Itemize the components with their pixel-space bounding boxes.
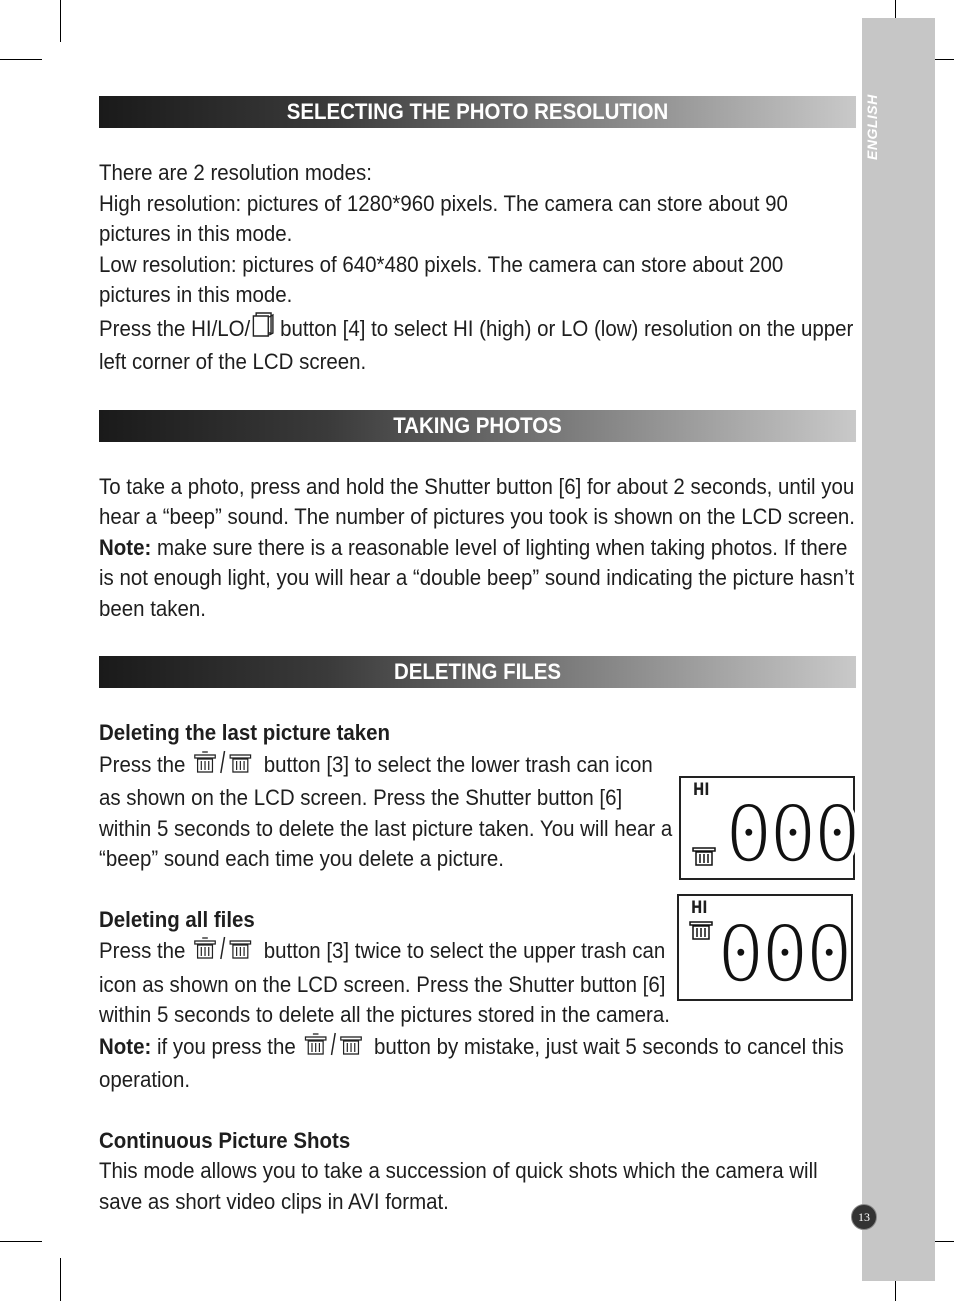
crop-mark: [60, 0, 61, 42]
delete-note-start: if you press the: [151, 1033, 302, 1059]
page-content: [99, 96, 856, 1217]
delete-last-end: button [3] to select the lower trash can icon as shown on the LCD screen. Press the Shutter button [6] within 5 seconds to delete the last picture taken. You will hear a “beep” sound each time you delete a picture.: [99, 751, 673, 871]
trash-toggle-icon: [191, 749, 258, 784]
delete-all-start: Press the: [99, 938, 192, 963]
page-number: 13: [851, 1204, 877, 1230]
note-label: Note:: [99, 1033, 152, 1059]
lcd-counter-value: 000: [716, 908, 850, 1001]
taking-note-text: make sure there is a reasonable level of lighting when taking photos. If there is not enough light, you will hear a “double beep” sound indicating the picture hasn’t been taken.: [99, 534, 855, 621]
trash-toggle-icon: [301, 1031, 368, 1066]
section-heading-resolution: SELECTING THE PHOTO RESOLUTION: [99, 96, 856, 128]
continuous-text: This mode allows you to take a succession of quick shots which the camera will save as short video clips in AVI format.: [99, 1158, 818, 1214]
lcd-counter-value: 000: [724, 788, 858, 881]
resolution-low: Low resolution: pictures of 640*480 pixels. The camera can store about 200 pictures in this mode.: [99, 251, 784, 307]
crop-mark: [60, 1258, 61, 1301]
resolution-instruction: [99, 311, 856, 378]
crop-mark: [0, 59, 42, 60]
subheading-delete-last: Deleting the last picture taken: [99, 720, 391, 745]
section-heading-taking: TAKING PHOTOS: [99, 410, 856, 442]
lcd-mode-label: HI: [693, 780, 710, 800]
language-tab: ENGLISH: [864, 94, 880, 160]
delete-last-start: Press the: [99, 751, 192, 777]
taking-instruction: To take a photo, press and hold the Shutter button [6] for about 2 seconds, until you hear a “beep” sound. The number of pictures you took is shown on the LCD screen.: [99, 473, 855, 529]
side-band: [862, 18, 935, 1281]
lcd-screen-delete-all: [677, 894, 853, 1001]
lcd-counter: [716, 908, 850, 1001]
trash-icon: [690, 844, 718, 868]
resolution-intro: There are 2 resolution modes:: [99, 160, 372, 185]
subheading-continuous: Continuous Picture Shots: [99, 1127, 351, 1153]
trash-icon: [687, 918, 715, 942]
delete-all-end: button [3] twice to select the upper trash can icon as shown on the LCD screen. Press the Shutter button [6] within 5 seconds to delete all the pictures stored in the camera.: [99, 938, 670, 1027]
crop-mark: [0, 1241, 42, 1242]
subheading-delete-all: Deleting all files: [99, 906, 255, 932]
note-label: Note:: [99, 534, 152, 560]
delete-all-text: [99, 935, 676, 1031]
delete-note-end: button by mistake, just wait 5 seconds to cancel this operation.: [99, 1033, 844, 1092]
resolution-instruction-end: button [4] to select HI (high) or LO (low) resolution on the upper left corner of the LCD screen.: [99, 315, 854, 374]
resolution-high: High resolution: pictures of 1280*960 pixels. The camera can store about 90 pictures in this mode.: [99, 190, 788, 246]
lcd-mode-label: HI: [691, 898, 708, 918]
resolution-instruction-start: Press the HI/LO/: [99, 315, 251, 341]
trash-toggle-icon: [191, 935, 258, 970]
taking-note: [99, 533, 856, 625]
lcd-screen-delete-last: [679, 776, 858, 881]
delete-note: [99, 1031, 856, 1096]
delete-last-text: [99, 749, 676, 875]
photo-page-icon: [250, 311, 274, 348]
section-heading-deleting: DELETING FILES: [99, 656, 856, 688]
lcd-counter: [724, 788, 858, 881]
